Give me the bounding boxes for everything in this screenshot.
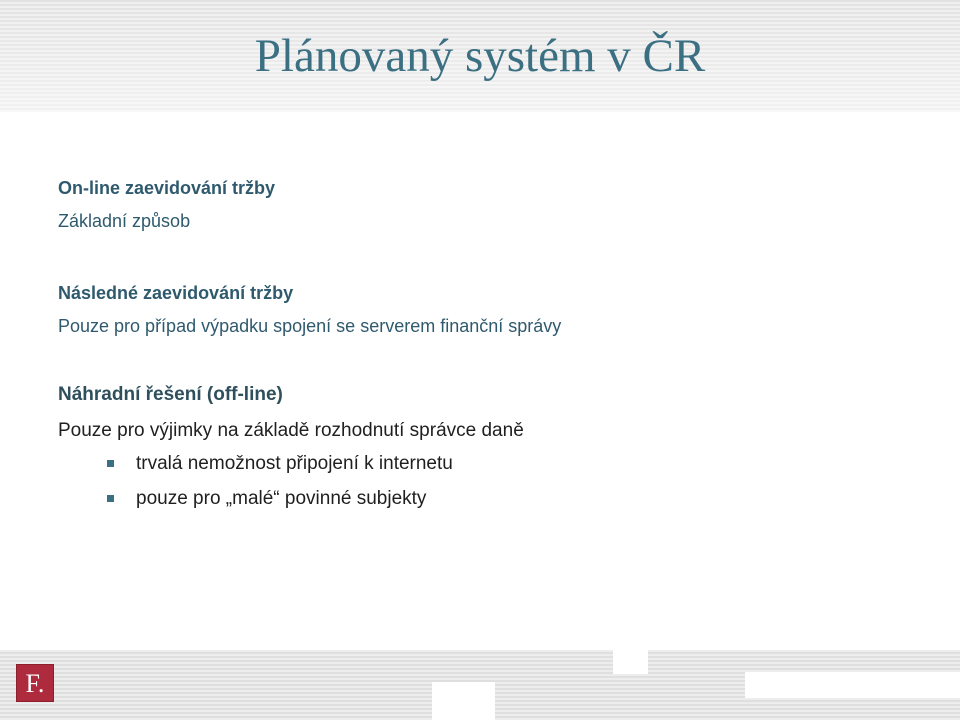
- section-subsequent: [58, 282, 561, 337]
- logo: [16, 664, 54, 702]
- section-heading: Následné zaevidování tržby: [58, 283, 294, 303]
- section-heading: Náhradní řešení (off-line): [58, 384, 283, 405]
- footer-decoration: [613, 650, 648, 674]
- section-text: Pouze pro výjimky na základě rozhodnutí správce daně: [58, 420, 524, 441]
- bullet-text: trvalá nemožnost připojení k internetu: [136, 452, 453, 474]
- bullet-text: pouze pro „malé“ povinné subjekty: [136, 487, 427, 509]
- section-offline: [58, 384, 524, 516]
- section-text: Základní způsob: [58, 211, 191, 231]
- section-online: [58, 177, 275, 232]
- list-item: [58, 446, 524, 481]
- square-bullet-icon: [107, 460, 114, 467]
- logo-mark: [20, 668, 50, 698]
- footer-decoration: [745, 672, 960, 698]
- section-heading: On-line zaevidování tržby: [58, 178, 276, 198]
- bullet-list: [58, 446, 524, 516]
- square-bullet-icon: [107, 495, 114, 502]
- footer-decoration: [432, 682, 495, 720]
- logo-text: F.: [25, 669, 45, 698]
- list-item: [58, 481, 524, 516]
- section-text: Pouze pro případ výpadku spojení se serverem finanční správy: [58, 316, 562, 336]
- slide-title: Plánovaný systém v ČR: [254, 30, 706, 82]
